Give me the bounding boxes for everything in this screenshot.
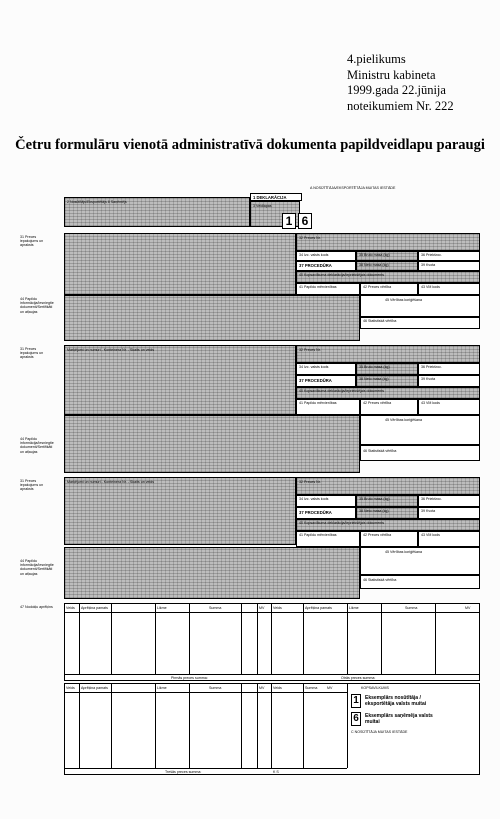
item1-procedure-label: 37 PROCEDŪRA <box>299 263 332 268</box>
item2-origin-box <box>296 363 356 375</box>
item3-valadj-box <box>360 547 480 575</box>
item3-supp-label: 41 Papildu mērvienības <box>299 533 337 537</box>
annex-number: 4.pielikums <box>347 52 406 66</box>
item2-addinfo-box <box>64 415 360 473</box>
item1-addinfo-label: 44 Papildu informācija/Iesniegtie dokumenti/Sertifikāti un atļaujas <box>20 297 54 314</box>
tax-h-type-3: Veids <box>66 686 75 690</box>
item2-gross-box <box>356 363 418 375</box>
item2-origin-label: 34 Izc. valsts kods <box>299 365 329 369</box>
tax-h-sum-2: Summa <box>405 606 418 610</box>
item2-supp-box <box>296 399 360 415</box>
tax-h-rate-3: Likme <box>157 686 167 690</box>
tax-h-type-2: Veids <box>273 606 282 610</box>
item3-summary-box <box>296 519 480 531</box>
tax-h-mv-3: MV <box>259 686 265 690</box>
tax-h-sum-4: Summa <box>305 686 318 690</box>
item2-pref-box <box>418 363 480 375</box>
item1-summary-box <box>296 271 480 283</box>
item2-valadj-label: 45 Vērtības koriģēšana <box>385 418 422 422</box>
item2-summary-box <box>296 387 480 399</box>
item2-stat-box <box>360 445 480 461</box>
sender-box <box>64 197 250 227</box>
item3-valadj-label: 45 Vērtības koriģēšana <box>385 550 422 554</box>
item1-quota-label: 39 Kvota <box>421 263 436 267</box>
item1-addinfo-box <box>64 295 360 341</box>
tax-h-rate-2: Likme <box>349 606 359 610</box>
item2-procedure-box <box>296 375 356 387</box>
sheet-digit-1: 1 <box>282 213 296 229</box>
annex-annotation <box>347 52 454 114</box>
tax-h-mv-1: MV <box>259 606 265 610</box>
sheets-label: 3 Veidlapas <box>253 204 272 208</box>
declaration-box <box>250 193 302 201</box>
copy1-digit: 1 <box>351 694 361 708</box>
item2-loc-label: 31 Preces iepakojums un apraksts <box>20 347 44 360</box>
tax-h-type-4: Veids <box>273 686 282 690</box>
tax-ks-label: K S <box>273 770 279 774</box>
copy6-digit: 6 <box>351 712 361 726</box>
item3-pref-label: 36 Priekšroc. <box>421 497 442 501</box>
item1-origin-label: 34 Izc. valsts kods <box>299 253 329 257</box>
item2-description-box <box>64 345 296 415</box>
item2-supp-label: 41 Papildu mērvienības <box>299 401 337 405</box>
item1-procedure-box <box>296 261 356 271</box>
item2-valcode-box <box>418 399 480 415</box>
sender-label: 2 Nosūtītājs/Eksportētājs 8 Saņēmējs <box>67 200 127 204</box>
item1-number-label: 32 Preces Nr. <box>299 236 321 240</box>
item3-stat-box <box>360 575 480 589</box>
item3-quota-label: 39 Kvota <box>421 509 436 513</box>
item2-quota-label: 39 Kvota <box>421 377 436 381</box>
item1-price-box <box>360 283 418 295</box>
tax-table-lower <box>64 683 480 775</box>
item2-gross-label: 35 Bruto masa (kg) <box>359 365 390 369</box>
item3-quota-box <box>418 507 480 519</box>
tax-h-mv-2: MV <box>465 606 471 610</box>
annex-issuer: Ministru kabineta <box>347 67 436 82</box>
item1-code-box <box>296 233 480 251</box>
item2-addinfo-label: 44 Papildu informācija/Iesniegtie dokumenti/Sertifikāti un atļaujas <box>20 437 54 454</box>
item1-stat-box <box>360 317 480 329</box>
item1-net-label: 38 Neto masa (kg) <box>359 263 389 267</box>
office-c-label: C NOSŪTĪTĀJA MUITAS IESTĀDE <box>351 730 408 734</box>
item3-gross-box <box>356 495 418 507</box>
document-title: Četru formulāru vienotā administratīvā dokumenta papildveidlapu paraugi <box>15 137 485 153</box>
tax-table-upper <box>64 603 480 681</box>
item1-pref-box <box>418 251 480 261</box>
annex-date: 1999.gada 22.jūnija <box>347 83 446 97</box>
sheet-digit-2: 6 <box>298 213 312 229</box>
item3-net-label: 38 Neto masa (kg) <box>359 509 389 513</box>
item1-valcode-label: 43 VM kods <box>421 285 440 289</box>
item1-net-box <box>356 261 418 271</box>
item1-stat-label: 46 Statistiskā vērtība <box>363 319 397 323</box>
tax-h-base-3: Aprēķina pamats <box>81 686 108 690</box>
item1-description-box <box>64 233 296 295</box>
item3-origin-label: 34 Izc. valsts kods <box>299 497 329 501</box>
tax-total-other: Otrās preces summa: <box>341 676 376 680</box>
item2-marks-label: Marķējumi un numuri - Konteinera Nr. - Skaits un veids <box>67 348 155 352</box>
office-a-label: A NOSŪTĪTĀJA/EKSPORTĒTĀJA MUITAS IESTĀDE <box>310 186 396 190</box>
item3-loc-label: 31 Preces iepakojums un apraksts <box>20 479 44 492</box>
tax-h-sum-1: Summa <box>209 606 222 610</box>
item1-gross-box <box>356 251 418 261</box>
item3-valcode-box <box>418 531 480 547</box>
annex-regulation: noteikumiem Nr. 222 <box>347 98 454 113</box>
item3-price-box <box>360 531 418 547</box>
summary-label: KOPSAVILKUMS <box>361 686 389 690</box>
item2-number-label: 32 Preces Nr. <box>299 348 321 352</box>
item3-valcode-label: 43 VM kods <box>421 533 440 537</box>
item3-price-label: 42 Preces vērtība <box>363 533 392 537</box>
item2-valadj-box <box>360 415 480 445</box>
item3-addinfo-label: 44 Papildu informācija/Iesniegtie dokumenti/Sertifikāti un atļaujas <box>20 559 54 576</box>
item1-price-label: 42 Preces vērtība <box>363 285 392 289</box>
tax-h-base-1: Aprēķina pamats <box>81 606 108 610</box>
item3-marks-label: Marķējumi un numuri - Konteinera Nr. - Skaits un veids <box>67 480 155 484</box>
tax-h-sum-3: Summa <box>209 686 222 690</box>
item3-procedure-label: 37 PROCEDŪRA <box>299 510 332 515</box>
item2-net-box <box>356 375 418 387</box>
customs-form <box>20 185 480 780</box>
item1-valadj-label: 45 Vērtības koriģēšana <box>385 298 422 302</box>
item2-code-box <box>296 345 480 363</box>
item3-description-box <box>64 477 296 545</box>
item3-code-box <box>296 477 480 495</box>
item3-summary-label: 40 Kopsavilkuma deklarācija/Iepriekšējais dokuments <box>299 521 385 525</box>
item2-stat-label: 46 Statistiskā vērtība <box>363 449 397 453</box>
copy1-text: Eksemplārs nosūtītāja / eksportētāja valsts muitai <box>365 695 427 707</box>
item2-price-label: 42 Preces vērtība <box>363 401 392 405</box>
tax-h-mv-4: MV <box>327 686 333 690</box>
item1-valadj-box <box>360 295 480 317</box>
item3-procedure-box <box>296 507 356 519</box>
item1-origin-box <box>296 251 356 261</box>
item3-addinfo-box <box>64 547 360 599</box>
tax-h-type-1: Veids <box>66 606 75 610</box>
copy6-text: Eksemplārs saņēmēja valsts muitai <box>365 713 433 725</box>
item2-pref-label: 36 Priekšroc. <box>421 365 442 369</box>
item1-supp-box <box>296 283 360 295</box>
declaration-label: 1 DEKLARĀCIJA <box>253 195 287 200</box>
tax-h-base-2: Aprēķina pamats <box>305 606 332 610</box>
item2-valcode-label: 43 VM kods <box>421 401 440 405</box>
item2-summary-label: 40 Kopsavilkuma deklarācija/Iepriekšējais dokuments <box>299 389 385 393</box>
item1-valcode-box <box>418 283 480 295</box>
tax-total-first: Pirmās preces summa: <box>171 676 208 680</box>
item2-procedure-label: 37 PROCEDŪRA <box>299 378 332 383</box>
item3-gross-label: 35 Bruto masa (kg) <box>359 497 390 501</box>
item1-pref-label: 36 Priekšroc. <box>421 253 442 257</box>
item3-pref-box <box>418 495 480 507</box>
item3-origin-box <box>296 495 356 507</box>
item3-supp-box <box>296 531 360 547</box>
item3-stat-label: 46 Statistiskā vērtība <box>363 578 397 582</box>
item1-summary-label: 40 Kopsavilkuma deklarācija/Iepriekšējais dokuments <box>299 273 385 277</box>
item2-quota-box <box>418 375 480 387</box>
calc-label: 47 Nodokļu aprēķins <box>20 605 53 609</box>
item3-number-label: 32 Preces Nr. <box>299 480 321 484</box>
item2-net-label: 38 Neto masa (kg) <box>359 377 389 381</box>
item1-supp-label: 41 Papildu mērvienības <box>299 285 337 289</box>
tax-h-rate-1: Likme <box>157 606 167 610</box>
item2-price-box <box>360 399 418 415</box>
item1-loc-label: 31 Preces iepakojums un apraksts <box>20 235 44 248</box>
item1-gross-label: 35 Bruto masa (kg) <box>359 253 390 257</box>
item3-net-box <box>356 507 418 519</box>
tax-total-third: Trešās preces summa: <box>165 770 202 774</box>
item1-quota-box <box>418 261 480 271</box>
